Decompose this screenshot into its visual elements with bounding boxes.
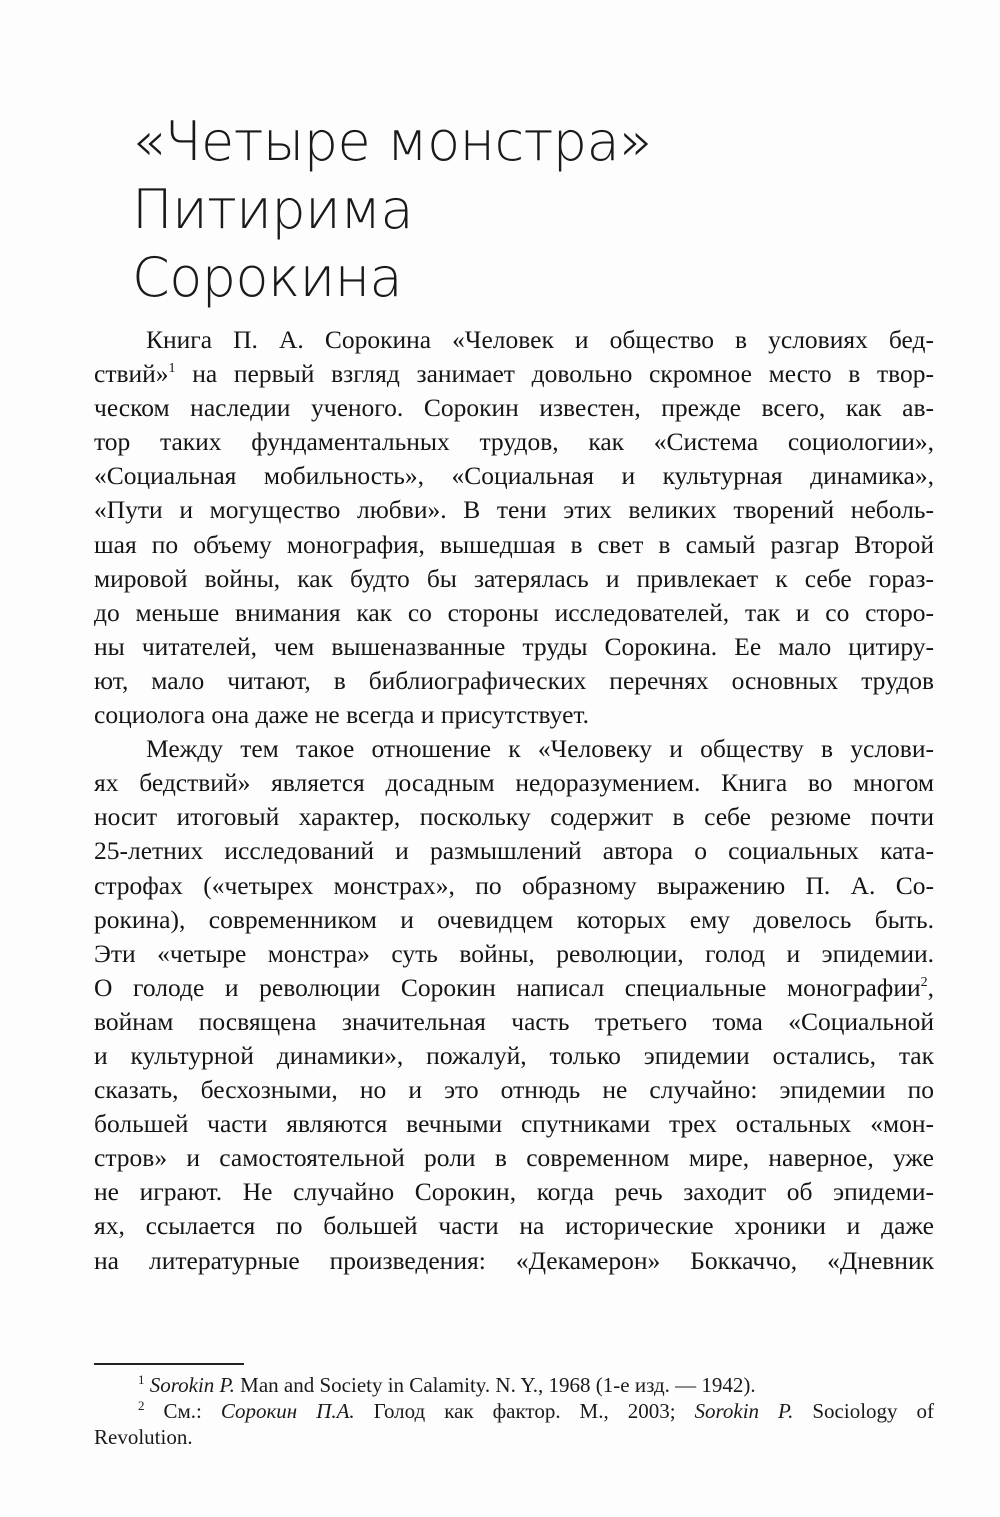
footnote-number: 1 bbox=[138, 1372, 145, 1387]
footnote-text: Man and Society in Calamity. N. Y., 1968 (1-е изд. — 1942). bbox=[240, 1373, 756, 1397]
footnote-ref-2[interactable]: 2 bbox=[920, 974, 928, 990]
text-line: рокина), современником и очевидцем которых ему довелось быть. bbox=[94, 904, 934, 934]
footnote-2-continuation: Revolution. bbox=[94, 1425, 193, 1449]
paragraph-2 bbox=[94, 732, 934, 1278]
text-line: и культурной динамики», пожалуй, только эпидемии остались, так bbox=[94, 1040, 934, 1070]
paragraph-1 bbox=[94, 323, 934, 732]
text-line bbox=[94, 971, 934, 1005]
text-line bbox=[94, 357, 934, 391]
footnote-author: Sorokin P. bbox=[149, 1373, 235, 1397]
chapter-title-line-1: «Четыре монстра» Питирима bbox=[132, 110, 652, 241]
text-line: стров» и самостоятельной роли в современном мире, наверное, уже bbox=[94, 1143, 934, 1173]
text-line: большей части являются вечными спутниками трех остальных «мон- bbox=[94, 1109, 934, 1139]
footnote-2 bbox=[94, 1398, 934, 1424]
text-line: ческом наследии ученого. Сорокин известен, прежде всего, как ав- bbox=[94, 393, 934, 423]
text-line: до меньше внимания как со стороны исследователей, так и со сторо- bbox=[94, 597, 934, 627]
footnote-divider bbox=[94, 1363, 244, 1365]
footnote-author: Сорокин П.А. bbox=[220, 1399, 355, 1423]
text-line: ют, мало читают, в библиографических перечнях основных трудов bbox=[94, 665, 934, 695]
chapter-title-line-2: Сорокина bbox=[132, 246, 403, 309]
text-line: тор таких фундаментальных трудов, как «Система социологии», bbox=[94, 427, 934, 457]
text-line: Книга П. А. Сорокина «Человек и общество в условиях бед- bbox=[146, 325, 934, 354]
text-line: ях бедствий» является досадным недоразумением. Книга во многом bbox=[94, 768, 934, 798]
text-line: войнам посвящена значительная часть третьего тома «Социальной bbox=[94, 1006, 934, 1036]
text-line: «Пути и могущество любви». В тени этих великих творений неболь- bbox=[94, 495, 934, 525]
text-line: мировой войны, как будто бы затерялась и привлекает к себе гораз- bbox=[94, 563, 934, 593]
footnote-text: Голод как фактор. М., 2003; bbox=[373, 1399, 676, 1423]
text-fragment: ствий» bbox=[94, 359, 169, 389]
text-line: «Социальная мобильность», «Социальная и культурная динамика», bbox=[94, 461, 934, 491]
text-line: шая по объему монография, вышедшая в свет в самый разгар Второй bbox=[94, 529, 934, 559]
text-fragment: на первый взгляд занимает довольно скромное место в твор- bbox=[192, 359, 934, 389]
text-fragment: , bbox=[927, 972, 934, 1002]
text-line: ны читателей, чем вышеназванные труды Сорокина. Ее мало цитиру- bbox=[94, 631, 934, 661]
footnote-text: Sociology of bbox=[812, 1399, 934, 1423]
text-line: сказать, бесхозными, но и это отнюдь не случайно: эпидемии по bbox=[94, 1075, 934, 1105]
text-line: Между тем такое отношение к «Человеку и обществу в услови- bbox=[146, 734, 934, 764]
chapter-title bbox=[132, 108, 932, 312]
footnote-author: Sorokin P. bbox=[694, 1399, 794, 1423]
text-line: на литературные произведения: «Декамерон» Боккаччо, «Дневник bbox=[94, 1245, 934, 1275]
text-line: Эти «четыре монстра» суть войны, революции, голод и эпидемии. bbox=[94, 938, 934, 968]
text-line: носит итоговый характер, поскольку содержит в себе резюме почти bbox=[94, 802, 934, 832]
text-line: не играют. Не случайно Сорокин, когда речь заходит об эпидеми- bbox=[94, 1177, 934, 1207]
text-line: строфах («четырех монстрах», по образному выражению П. А. Со- bbox=[94, 870, 934, 900]
text-line: социолога она даже не всегда и присутствует. bbox=[94, 700, 590, 730]
text-line: 25-летних исследований и размышлений автора о социальных ката- bbox=[94, 836, 934, 866]
footnote-ref-1[interactable]: 1 bbox=[168, 361, 176, 377]
body-text bbox=[94, 323, 934, 1278]
footnote-text: См.: bbox=[163, 1399, 202, 1423]
text-line: ях, ссылается по большей части на исторические хроники и даже bbox=[94, 1211, 934, 1241]
text-fragment: О голоде и революции Сорокин написал специальные монографии bbox=[94, 972, 921, 1002]
footnotes bbox=[94, 1372, 934, 1450]
footnote-1 bbox=[94, 1372, 934, 1398]
footnote-number: 2 bbox=[138, 1398, 145, 1413]
